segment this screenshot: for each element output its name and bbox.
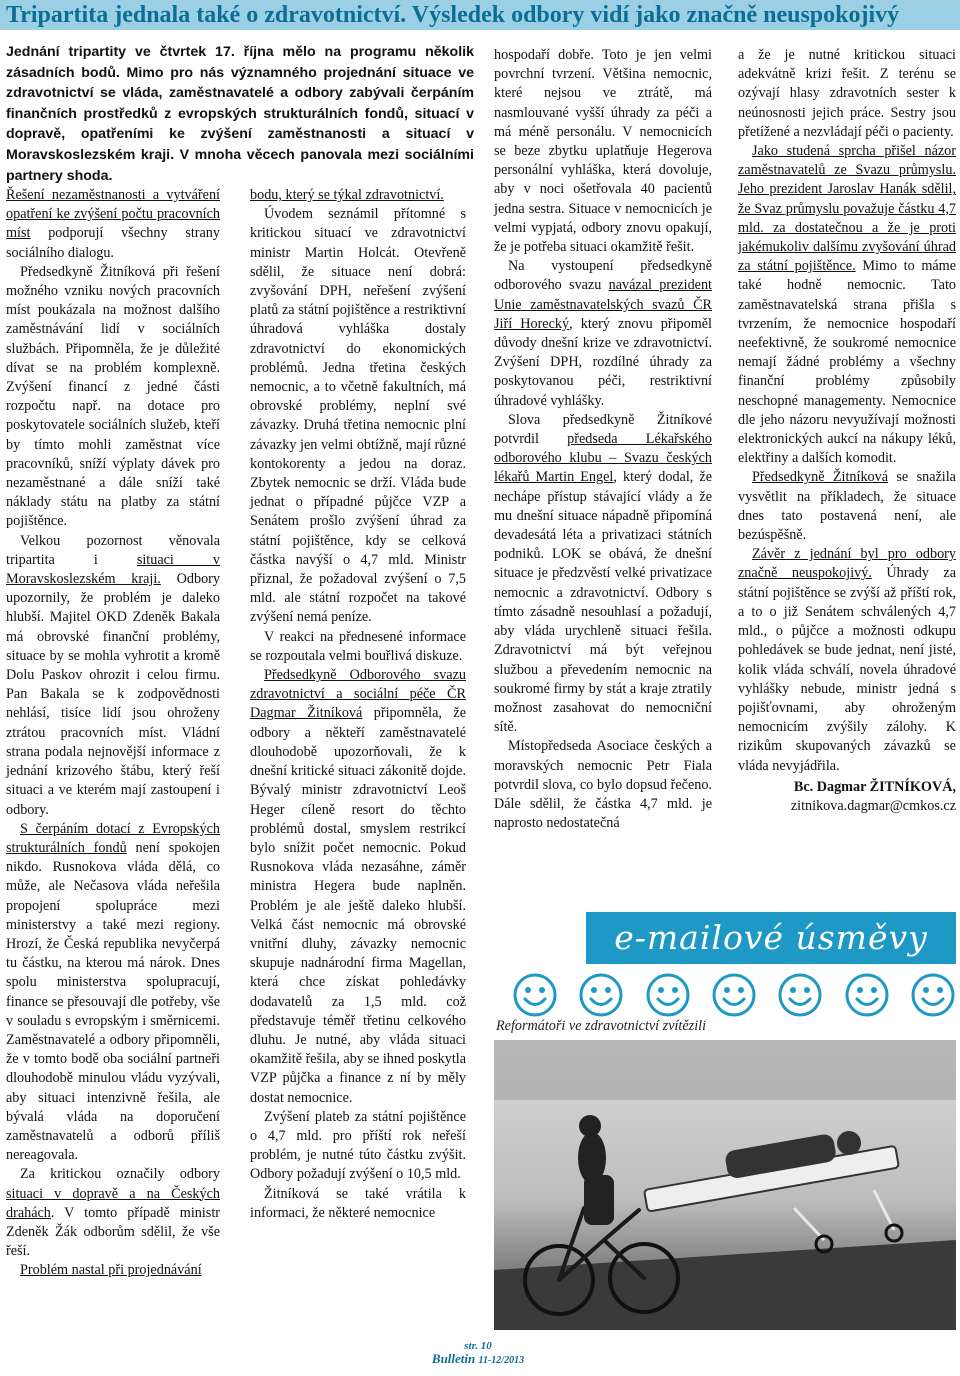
underlined-text: Závěr z jednání byl pro odbory značně neuspokojivý. xyxy=(738,546,956,582)
paragraph: Žitníková se také vrátila k informaci, že některé nemocnice xyxy=(250,1185,466,1221)
issue-number: 11-12/2013 xyxy=(478,1355,525,1366)
underlined-text: Předsedkyně Žitníková xyxy=(752,469,889,486)
column-2 xyxy=(250,186,466,1223)
author-signature: Bc. Dagmar ŽITNÍKOVÁ, xyxy=(793,778,956,795)
headline: Tripartita jednala také o zdravotnictví. Výsledek odbory vidí jako značně neuspokojivý xyxy=(0,0,960,30)
text: Slova předsedkyně Žitníkové potvrdil xyxy=(494,411,712,448)
smiley-icon xyxy=(844,972,890,1018)
text: Předsedkyně Žitníková při řešení možného vzniku nových pracovních míst poukázala na možnost dalšího zaměstnávání lidí v sociálních službách. Připomněla, že je důležité dívat se na problém komplexně. Zvýšení financí z jedné části rozpočtu např. xyxy=(6,263,220,415)
photo-caption: Reformátoři ve zdravotnictví zvítězili xyxy=(496,1018,707,1034)
underlined-text: navázal prezident Unie zaměstnavatelských svazů ČR Jiří Horecký xyxy=(494,277,712,332)
underlined-text: Jako studená sprcha přišel názor zaměstnavatelů ze Svazu průmyslu. Jeho prezident Jaroslav Hanák sdělil, že Svaz průmyslu považuje částku 4,7 mld. za dostatečnou a že je proti jakémukoliv dalšímu zvyšování úhrad za státní pojištěnce. xyxy=(738,143,956,275)
text: Velkou pozornost věnovala tripartita i xyxy=(6,532,220,568)
column-1 xyxy=(6,186,220,1281)
magazine-name xyxy=(418,1352,538,1368)
paragraph: a že je nutné kritickou situaci adekvátně krizi řešit. Z terénu se ozývají hlasy zdravotních sester k neúnosnosti jejich práce. Sestry jsou přetížené a nezvládají péči o pacienty. xyxy=(738,47,956,140)
paragraph xyxy=(494,257,712,411)
paragraph: V reakci na přednesené informace se rozpoutala velmi bouřlivá diskuze. xyxy=(250,628,466,664)
author-email: zitnikova.dagmar@cmkos.cz xyxy=(790,797,956,814)
paragraph: Místopředseda Asociace českých a moravských nemocnic Petr Fiala potvrdil slova, co bylo dopsud řečeno. Dále sdělil, že částka 4,7 mld. je naprosto nedostatečná xyxy=(494,738,712,832)
underlined-text: situaci v dopravě a na Českých drahách xyxy=(6,1185,220,1221)
paragraph: Zvýšení plateb za státní pojištěnce o 4,7 mld. pro příští rok neřeší problém, je nutné túto částku zvýšit. Odbory požadují zvýšení o 10,5 mld. xyxy=(250,1108,466,1183)
text: Odbory upozornily, že problém je daleko hlubší. Majitel OKD Zdeněk Bakala má obrovské finanční problémy, situace by se mohla vyhrotit a kromě Dolu Paskov ohrozit i celou firmu. Pan Bakala se k zodpovědnosti nehlásí, tisíce lidí jsou ohroženy ztrátou pracovních míst. Vládní strana podala nejnovější informace z jednání krizového štábu, který řeší situaci a ve kterém mají zastoupení i odbory. xyxy=(6,571,220,818)
text: připomněla, že odbory a někteří zaměstnavatelé dlouhodobě upozorňovali, že k dnešní kritické situaci zákonitě dojde. Bývalý ministr zdravotnictví Leoš Heger cíleně resort do těchto problémů dostal, smyslem restrikcí bylo snížit počet nemocnic. Pokud Rusnokova vláda nezasáhne, záměr ministra Hegera bude naplněn. Problém je ale ještě daleko hlubší. Velká část nemocnic má obrovské vnitřní dluhy, závazky nemocnic skupuje nadnárodní firma Magellan, která chce získat pohledávky dodavatelů za 1,5 mld. což představuje téměř třetinu celkového dluhu. Je nutné, aby vláda situaci okamžitě řešila, aby se ihned poskytla VZP půjčka a finance z ní by měly dostat nemocnice. xyxy=(250,705,466,1106)
text: na dotace pro poskytovatele sociálních služeb, kteří by tímto mohli zaměstnat více pracovníků, sníží výplaty dávek pro nezaměstnané a dále sníží také náklady státu na platby za státní pojištěnce. xyxy=(6,398,220,530)
underlined-text: Řešení nezaměstnanosti a vytváření opatření ke zvýšení počtu pracovních míst xyxy=(6,187,220,242)
paragraph xyxy=(494,411,712,737)
page-number: str. 10 xyxy=(464,1340,492,1352)
paragraph xyxy=(6,186,220,263)
paragraph xyxy=(738,142,956,468)
paragraph: hospodaří dobře. Toto je jen velmi povrchní tvrzení. Většina nemocnic, které nejsou ve ztrátě, má nasmlouvané vyšší úhrady za péči a má méně personálu. V nemocnicích se beze zbytku uplatňuje Hegerova personální vyhláška, která dovoluje, aby v noci ošetřovala 40 pacientů jedna sestra. Situace v nemocnicích je velmi vypjatá, odbory znovu opakují, že je potřeba situaci okamžitě řešit. xyxy=(494,47,712,256)
lead-paragraph: Jednání tripartity ve čtvrtek 17. října mělo na programu několik zásadních bodů. Mimo pro nás významného projednání situace ve zdravotnictví se vláda, zaměstnavatelé a odbory zabývali čerpáním finančních prostředků z evropských strukturálních fondů, situací v dopravě, opatřeními ke zvýšení zaměstnanosti a situací v Moravskoslezském kraji. V mnoha věcech panovala mezi sociálními partnery shoda. xyxy=(6,44,474,184)
page-folio xyxy=(418,1340,538,1368)
smiley-icon xyxy=(645,972,691,1018)
paragraph xyxy=(6,263,220,532)
paragraph xyxy=(6,1165,220,1261)
text: , který znovu připoměl důvody dnešní krize ve zdravotnictví. Zvýšení DPH, rozdílné úhrady za poskytovanou péči, restriktivní úhradové vyhlášky. xyxy=(494,315,713,409)
text: Úhrady za státní pojištěnce se zvýší až příští rok, a to o již Senátem schválených 4,7 mld., o půjčce a možnosti odkupu pohledávek se bude jednat, není jisté, kolik vláda schválí, novela úhradové vyhlášky nebude, ministr jedná s pojišťovnami, aby ohroženým nemocnicím zvýšily zálohy. K rizikům skupovaných závazků se vláda nevyjádřila. xyxy=(738,565,956,774)
smiley-icon xyxy=(910,972,956,1018)
smiley-icon xyxy=(578,972,624,1018)
column-4 xyxy=(738,46,956,816)
smiley-icon xyxy=(711,972,757,1018)
text: Na vystoupení předsedkyně odborového svazu xyxy=(494,258,712,294)
paragraph: Problém nastal při projednávání xyxy=(20,1262,202,1279)
magazine-title: Bulletin xyxy=(431,1351,476,1366)
text: , který dodal, že nechápe přístup stávající vlády a že mu dnešní situace nápadně připomíná devadesátá léta a privatizaci státních podniků. LOK se obává, že dnešní situace je předzvěstí velké privatizace nemocnic a zdravotnictví. Odbory s tímto zásadně nesouhlasí a požadují, aby vláda urychleně situaci řešila. Zdravotnictví má být veřejnou službou a převedením nemocnic na soukromé firmy by stát a kraje ztratily možnost zasahovat do nemocniční sítě. xyxy=(494,469,713,736)
text: se snažila vysvětlit na příkladech, že situace dnes tato postavená není, ale bezúspěšně. xyxy=(738,469,956,544)
smiley-row xyxy=(512,972,956,1022)
email-jokes-banner: e-mailové úsměvy xyxy=(586,912,956,964)
text: podporují všechny strany sociálního dialogu. xyxy=(6,225,220,261)
paragraph: bodu, který se týkal zdravotnictví. xyxy=(250,187,444,203)
text: Za kritickou označily odbory xyxy=(20,1166,220,1183)
column-3 xyxy=(494,46,712,833)
paragraph xyxy=(738,545,956,775)
paragraph xyxy=(738,468,956,545)
text: není spokojen nikdo. Rusnokova vláda dělá, co může, ale Nečasova vláda neřešila propojení spolupráce mezi ministerstvy a také mezi regiony. Hrozí, že Česká republika nevyčerpá tu částku, na kterou má nárok. Dnes spolu ministerstva spolupracují, finance se přesouvají dle potřeby, vše v souladu s evropským i směrnicemi. Zaměstnavatelé a odbory připomněli, že v tomto bodě oba sociální partneři dlouhodobě minulou vládu vyzývali, aby situaci intenzivně řešila, ale bývalá vláda na doporučení zaměstnavatelů a odborů příliš nereagovala. xyxy=(6,839,220,1164)
text: Mimo to máme také hodně nemocnic. Tato zaměstnavatelská strana přišla s tvrzením, že nemocnice hospodaří neefektivně, že soukromé nemocnice nemají žádné problémy a všechny finanční problémy způsobily neschopné managementy. Nemocnice dle jeho názoru nevyužívají možnosti elektronických aukcí na nákupy léků, elektřiny a dalších komodit. xyxy=(738,258,956,467)
underlined-text: situaci v Moravskoslezském kraji. xyxy=(6,551,220,588)
underlined-text: předseda Lékařského odborového klubu – Svazu českých lékařů Martin Engel xyxy=(494,431,712,486)
smiley-icon xyxy=(512,972,558,1018)
text: . V tomto případě ministr Zdeněk Žák odborům sdělil, že vše řeší. xyxy=(6,1204,220,1260)
paragraph: Úvodem seznámil přítomné s kritickou situací ve zdravotnictví ministr Martin Holcát. Otevřeně sdělil, že situace není dobrá: zvyšování DPH, neřešení zvýšení platů za státní pojištěnce a restriktivní úhradová vyhláška dostaly zdravotnictví do ekonomických problémů. Jedna třetina českých nemocnic, a to včetně fakultních, má obrovské problémy, neplní své závazky. Druhá třetina nemocnic plní závazky jen velmi obtížně, mají různé kontokorenty a jedou na doraz. Zbytek nemocnic se drží. Vláda bude jednat o případné půjčce VZP a Senátem prošlo zvýšení úhrad za státní pojištěnce, kdy se celková částka navýší o 4,7 mld. Ministr přiznal, že požadoval zvýšení o 7,5 mld. ale státní rozpočet na takové zvýšení nemá peníze. xyxy=(250,206,466,626)
paragraph xyxy=(6,820,220,1166)
underlined-text: Předsedkyně Odborového svazu zdravotnictví a sociální péče ČR Dagmar Žitníková xyxy=(250,667,466,722)
paragraph xyxy=(250,666,466,1108)
bicycle-stretcher-photo xyxy=(494,1040,956,1330)
underlined-text: S čerpáním dotací z Evropských strukturálních fondů xyxy=(6,820,220,856)
smiley-icon xyxy=(777,972,823,1018)
paragraph xyxy=(6,532,220,820)
